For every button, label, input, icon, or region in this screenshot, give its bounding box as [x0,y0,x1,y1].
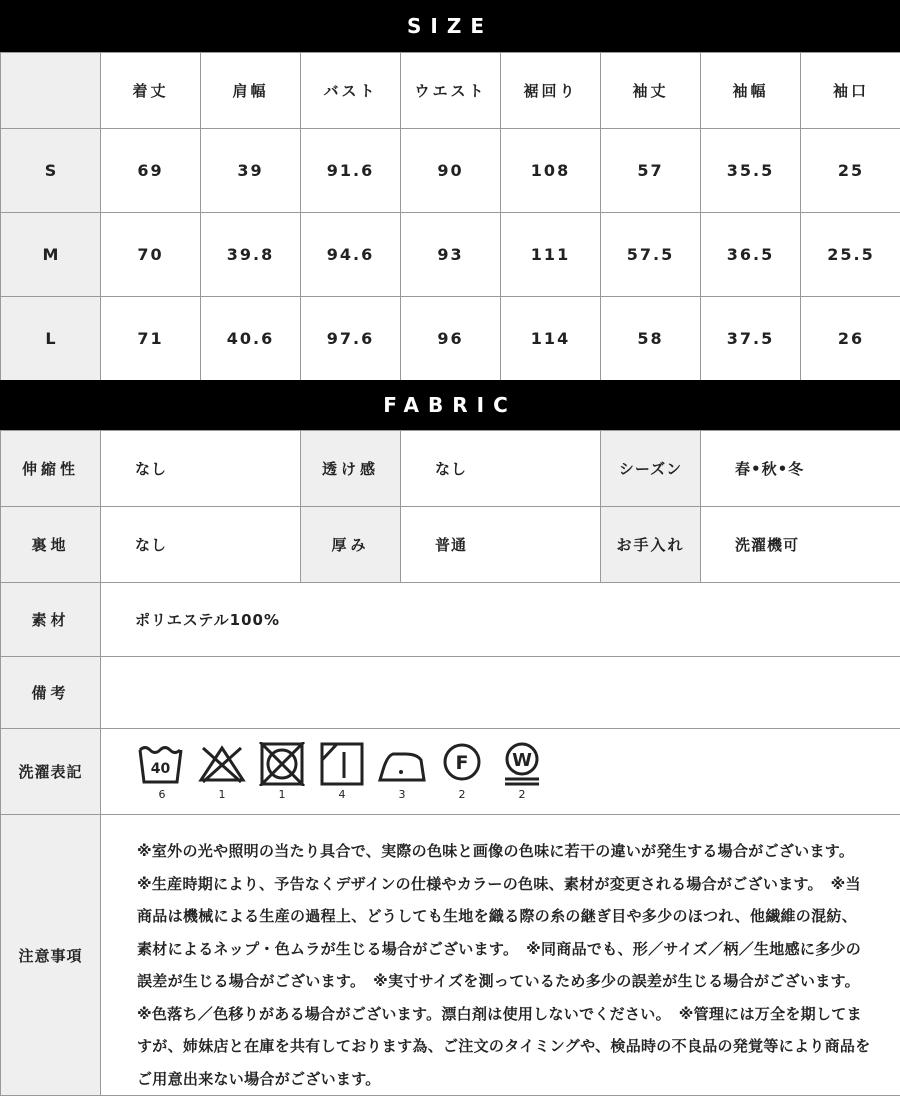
size-value-cell: 40.6 [201,297,301,381]
wash-label-row [1,729,900,815]
size-value-cell: 97.6 [301,297,401,381]
season-value: 春•秋•冬 [701,431,900,507]
notes-row [1,815,900,1096]
care-symbol [257,742,307,801]
size-label: S [1,129,101,213]
size-value-cell: 94.6 [301,213,401,297]
remarks-row [1,657,900,729]
wash-tub-40-icon [137,742,187,786]
fabric-table [0,430,900,1096]
fabric-row-2 [1,507,900,583]
season-label: シーズン [601,431,701,507]
care-code: 6 [159,788,166,801]
size-value-cell: 26 [801,297,900,381]
size-section-title: SIZE [0,0,900,52]
size-value-cell: 90 [401,129,501,213]
size-value-cell: 37.5 [701,297,801,381]
lining-value: なし [101,507,301,583]
notes-label: 注意事項 [1,815,101,1096]
care-code: 4 [339,788,346,801]
lining-label: 裏地 [1,507,101,583]
care-code: 1 [219,788,226,801]
care-symbol [317,742,367,801]
size-value-cell: 108 [501,129,601,213]
line-dry-shade-icon [317,742,367,786]
note-item: ※実寸サイズを測っているため多少の誤差が生じる場合がございます。 [373,972,852,990]
care-symbol [377,742,427,801]
size-corner-cell [1,53,101,129]
care-symbol [197,742,247,801]
care-code: 2 [459,788,466,801]
size-value-cell: 114 [501,297,601,381]
care-code: 1 [279,788,286,801]
care-symbol [137,742,187,801]
size-label: L [1,297,101,381]
wash-label-label: 洗濯表記 [1,729,101,815]
material-label: 素材 [1,583,101,657]
note-item: ※管理には万全を期してますが、姉妹店と在庫を共有しております為、ご注文のタイミングや、検品時の不良品の発覚等により商品をご用意出来ない場合がございます。 [137,1005,871,1088]
transparency-value: なし [401,431,601,507]
tub-temperature: 40 [151,761,171,777]
stretch-value: なし [101,431,301,507]
care-code: 3 [399,788,406,801]
size-value-cell: 111 [501,213,601,297]
care-symbol [497,742,547,801]
size-value-cell: 25.5 [801,213,900,297]
size-header-cell: ウエスト [401,53,501,129]
size-header-cell: 袖口 [801,53,900,129]
note-item: ※同商品でも、形／サイズ／柄／生地感に多少の誤差が生じる場合がございます。 [137,940,861,991]
circle-w-letter: W [512,750,532,771]
note-item: ※室外の光や照明の当たり具合で、実際の色味と画像の色味に若干の違いが発生する場合がございます。 [137,842,847,860]
size-value-cell: 35.5 [701,129,801,213]
note-item: ※色落ち／色移りがある場合がございます。漂白剤は使用しないでください。 [137,1005,663,1023]
size-row-s [1,129,900,213]
no-bleach-icon [197,742,247,786]
iron-low-icon [377,742,427,786]
material-row [1,583,900,657]
size-table [0,52,900,381]
remarks-label: 備考 [1,657,101,729]
size-value-cell: 36.5 [701,213,801,297]
wash-symbols-cell [101,729,900,815]
care-code: 2 [519,788,526,801]
size-row-m [1,213,900,297]
size-header-cell: 裾回り [501,53,601,129]
wash-symbols [101,742,900,801]
size-value-cell: 70 [101,213,201,297]
size-header-row [1,53,900,129]
thickness-value: 普通 [401,507,601,583]
size-header-cell: 肩幅 [201,53,301,129]
size-value-cell: 58 [601,297,701,381]
size-header-cell: バスト [301,53,401,129]
no-tumble-dry-icon [257,742,307,786]
wet-clean-w-icon [497,742,547,786]
fabric-section-title: FABRIC [0,380,900,430]
size-value-cell: 69 [101,129,201,213]
fabric-row-1 [1,431,900,507]
size-value-cell: 96 [401,297,501,381]
size-value-cell: 91.6 [301,129,401,213]
dry-clean-f-icon [437,742,487,786]
size-header-cell: 着丈 [101,53,201,129]
size-value-cell: 25 [801,129,900,213]
material-value: ポリエステル100% [101,583,900,657]
care-label: お手入れ [601,507,701,583]
size-header-cell: 袖幅 [701,53,801,129]
notes-text [101,815,900,1096]
transparency-label: 透け感 [301,431,401,507]
note-item: ※当商品は機械による生産の過程上、どうしても生地を織る際の糸の継ぎ目や多少のほつれ、他繊維の混紡、素材によるネップ・色ムラが生じる場合がございます。 [137,875,861,958]
stretch-label: 伸縮性 [1,431,101,507]
size-value-cell: 71 [101,297,201,381]
size-value-cell: 57 [601,129,701,213]
circle-f-letter: F [456,752,469,774]
size-value-cell: 39.8 [201,213,301,297]
size-value-cell: 93 [401,213,501,297]
size-row-l [1,297,900,381]
remarks-value [101,657,900,729]
care-value: 洗濯機可 [701,507,900,583]
size-value-cell: 39 [201,129,301,213]
thickness-label: 厚み [301,507,401,583]
care-symbol [437,742,487,801]
size-header-cell: 袖丈 [601,53,701,129]
size-value-cell: 57.5 [601,213,701,297]
note-item: ※生産時期により、予告なくデザインの仕様やカラーの色味、素材が変更される場合がございます。 [137,875,815,893]
size-label: M [1,213,101,297]
